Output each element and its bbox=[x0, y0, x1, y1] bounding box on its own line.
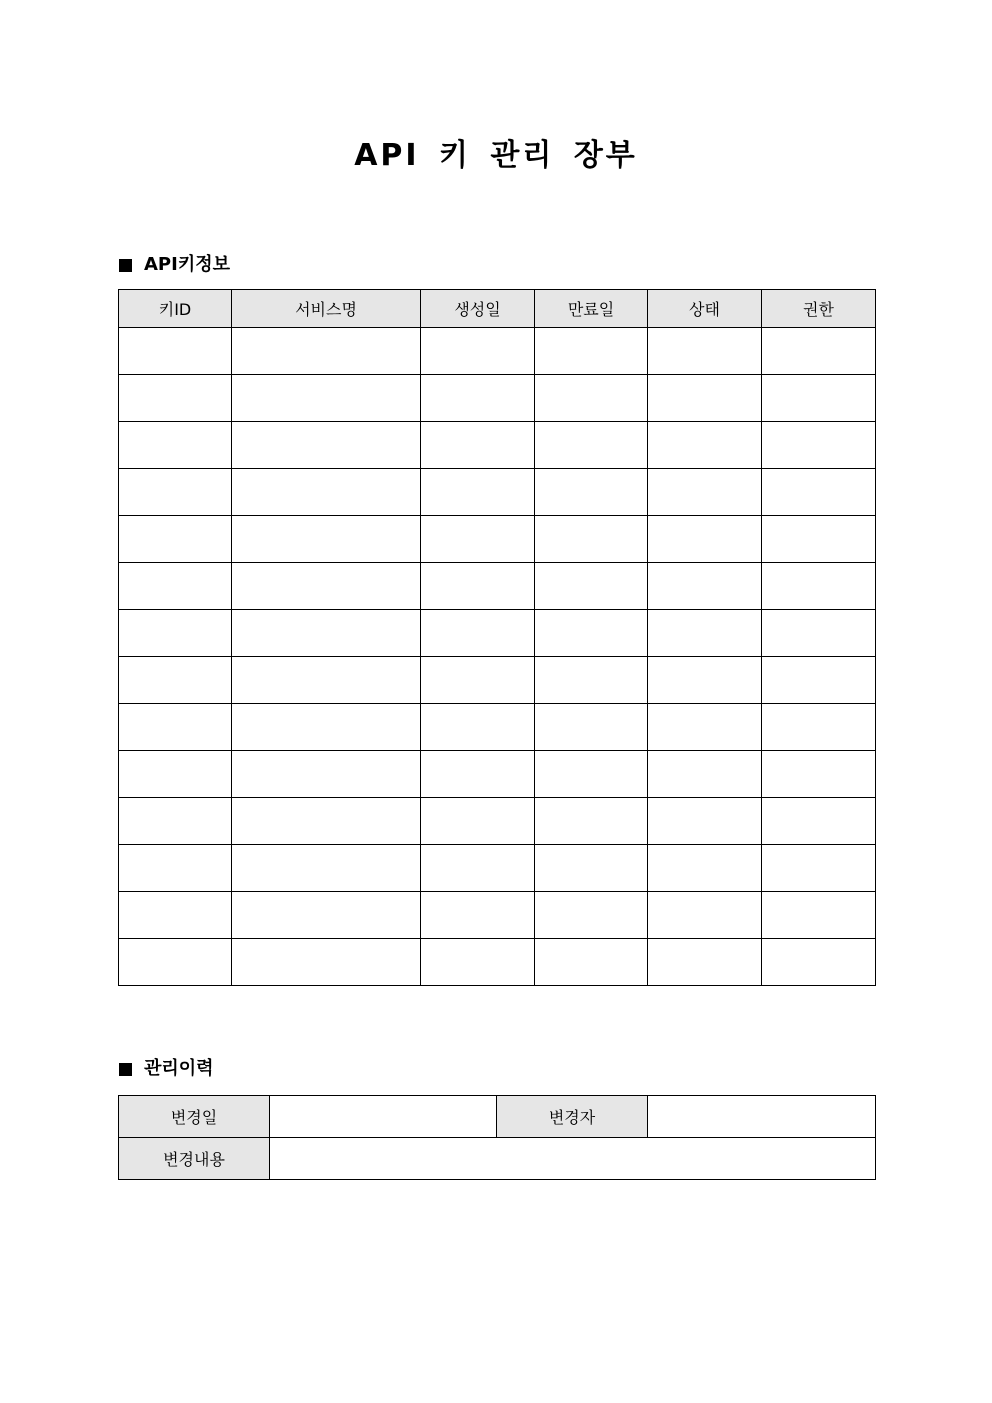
status-cell[interactable] bbox=[648, 845, 762, 892]
service-name-cell[interactable] bbox=[232, 328, 421, 375]
change-date-field[interactable] bbox=[270, 1096, 497, 1138]
table-header-row bbox=[119, 290, 876, 328]
service-name-cell[interactable] bbox=[232, 798, 421, 845]
table-row bbox=[119, 328, 876, 375]
created-date-cell[interactable] bbox=[421, 892, 535, 939]
service-name-cell[interactable] bbox=[232, 563, 421, 610]
service-name-cell[interactable] bbox=[232, 422, 421, 469]
permission-cell[interactable] bbox=[762, 422, 876, 469]
created-date-cell[interactable] bbox=[421, 845, 535, 892]
table-row bbox=[119, 516, 876, 563]
square-bullet-icon bbox=[119, 1063, 132, 1076]
status-cell[interactable] bbox=[648, 375, 762, 422]
created-date-cell[interactable] bbox=[421, 704, 535, 751]
status-cell[interactable] bbox=[648, 328, 762, 375]
permission-cell[interactable] bbox=[762, 704, 876, 751]
column-header-permission: 권한 bbox=[762, 290, 876, 328]
key-id-cell[interactable] bbox=[119, 845, 232, 892]
table-row bbox=[119, 751, 876, 798]
table-row bbox=[119, 563, 876, 610]
status-cell[interactable] bbox=[648, 516, 762, 563]
service-name-cell[interactable] bbox=[232, 657, 421, 704]
service-name-cell[interactable] bbox=[232, 892, 421, 939]
table-row bbox=[119, 892, 876, 939]
key-id-cell[interactable] bbox=[119, 469, 232, 516]
changed-by-field[interactable] bbox=[648, 1096, 876, 1138]
column-header-expiry-date: 만료일 bbox=[535, 290, 648, 328]
column-header-created-date: 생성일 bbox=[421, 290, 535, 328]
service-name-cell[interactable] bbox=[232, 704, 421, 751]
changed-by-label: 변경자 bbox=[497, 1096, 648, 1138]
permission-cell[interactable] bbox=[762, 798, 876, 845]
expiry-date-cell[interactable] bbox=[535, 469, 648, 516]
expiry-date-cell[interactable] bbox=[535, 751, 648, 798]
expiry-date-cell[interactable] bbox=[535, 845, 648, 892]
expiry-date-cell[interactable] bbox=[535, 657, 648, 704]
key-id-cell[interactable] bbox=[119, 375, 232, 422]
status-cell[interactable] bbox=[648, 563, 762, 610]
change-details-field[interactable] bbox=[270, 1138, 876, 1180]
api-key-table-body bbox=[119, 328, 876, 986]
permission-cell[interactable] bbox=[762, 563, 876, 610]
status-cell[interactable] bbox=[648, 610, 762, 657]
created-date-cell[interactable] bbox=[421, 751, 535, 798]
table-row bbox=[119, 610, 876, 657]
expiry-date-cell[interactable] bbox=[535, 422, 648, 469]
table-row bbox=[119, 657, 876, 704]
status-cell[interactable] bbox=[648, 657, 762, 704]
service-name-cell[interactable] bbox=[232, 516, 421, 563]
key-id-cell[interactable] bbox=[119, 892, 232, 939]
column-header-status: 상태 bbox=[648, 290, 762, 328]
status-cell[interactable] bbox=[648, 798, 762, 845]
history-table bbox=[118, 1095, 876, 1180]
column-header-service-name: 서비스명 bbox=[232, 290, 421, 328]
table-row bbox=[119, 939, 876, 986]
created-date-cell[interactable] bbox=[421, 610, 535, 657]
created-date-cell[interactable] bbox=[421, 798, 535, 845]
table-row bbox=[119, 1138, 876, 1180]
key-id-cell[interactable] bbox=[119, 657, 232, 704]
key-id-cell[interactable] bbox=[119, 798, 232, 845]
section-heading-history bbox=[119, 1057, 214, 1081]
key-id-cell[interactable] bbox=[119, 704, 232, 751]
service-name-cell[interactable] bbox=[232, 845, 421, 892]
service-name-cell[interactable] bbox=[232, 939, 421, 986]
service-name-cell[interactable] bbox=[232, 610, 421, 657]
status-cell[interactable] bbox=[648, 892, 762, 939]
created-date-cell[interactable] bbox=[421, 469, 535, 516]
key-id-cell[interactable] bbox=[119, 610, 232, 657]
permission-cell[interactable] bbox=[762, 328, 876, 375]
table-row bbox=[119, 845, 876, 892]
section-heading-label: API키정보 bbox=[144, 254, 230, 275]
expiry-date-cell[interactable] bbox=[535, 892, 648, 939]
table-row bbox=[119, 1096, 876, 1138]
column-header-key-id: 키ID bbox=[119, 290, 232, 328]
expiry-date-cell[interactable] bbox=[535, 375, 648, 422]
key-id-cell[interactable] bbox=[119, 563, 232, 610]
table-row bbox=[119, 469, 876, 516]
expiry-date-cell[interactable] bbox=[535, 704, 648, 751]
created-date-cell[interactable] bbox=[421, 375, 535, 422]
permission-cell[interactable] bbox=[762, 375, 876, 422]
status-cell[interactable] bbox=[648, 704, 762, 751]
expiry-date-cell[interactable] bbox=[535, 939, 648, 986]
status-cell[interactable] bbox=[648, 469, 762, 516]
created-date-cell[interactable] bbox=[421, 328, 535, 375]
table-row bbox=[119, 422, 876, 469]
permission-cell[interactable] bbox=[762, 845, 876, 892]
service-name-cell[interactable] bbox=[232, 375, 421, 422]
created-date-cell[interactable] bbox=[421, 422, 535, 469]
key-id-cell[interactable] bbox=[119, 751, 232, 798]
status-cell[interactable] bbox=[648, 939, 762, 986]
expiry-date-cell[interactable] bbox=[535, 563, 648, 610]
section-heading-label: 관리이력 bbox=[144, 1058, 214, 1079]
expiry-date-cell[interactable] bbox=[535, 516, 648, 563]
status-cell[interactable] bbox=[648, 751, 762, 798]
permission-cell[interactable] bbox=[762, 516, 876, 563]
permission-cell[interactable] bbox=[762, 469, 876, 516]
created-date-cell[interactable] bbox=[421, 657, 535, 704]
status-cell[interactable] bbox=[648, 422, 762, 469]
created-date-cell[interactable] bbox=[421, 563, 535, 610]
permission-cell[interactable] bbox=[762, 892, 876, 939]
permission-cell[interactable] bbox=[762, 657, 876, 704]
section-heading-key-info bbox=[119, 253, 230, 277]
change-date-label: 변경일 bbox=[119, 1096, 270, 1138]
created-date-cell[interactable] bbox=[421, 516, 535, 563]
expiry-date-cell[interactable] bbox=[535, 798, 648, 845]
service-name-cell[interactable] bbox=[232, 751, 421, 798]
api-key-table bbox=[118, 289, 876, 986]
page-title: API 키 관리 장부 bbox=[354, 138, 638, 173]
created-date-cell[interactable] bbox=[421, 939, 535, 986]
key-id-cell[interactable] bbox=[119, 328, 232, 375]
expiry-date-cell[interactable] bbox=[535, 328, 648, 375]
table-row bbox=[119, 704, 876, 751]
table-row bbox=[119, 375, 876, 422]
permission-cell[interactable] bbox=[762, 610, 876, 657]
change-details-label: 변경내용 bbox=[119, 1138, 270, 1180]
key-id-cell[interactable] bbox=[119, 422, 232, 469]
table-row bbox=[119, 798, 876, 845]
service-name-cell[interactable] bbox=[232, 469, 421, 516]
permission-cell[interactable] bbox=[762, 939, 876, 986]
key-id-cell[interactable] bbox=[119, 939, 232, 986]
permission-cell[interactable] bbox=[762, 751, 876, 798]
expiry-date-cell[interactable] bbox=[535, 610, 648, 657]
key-id-cell[interactable] bbox=[119, 516, 232, 563]
square-bullet-icon bbox=[119, 259, 132, 272]
